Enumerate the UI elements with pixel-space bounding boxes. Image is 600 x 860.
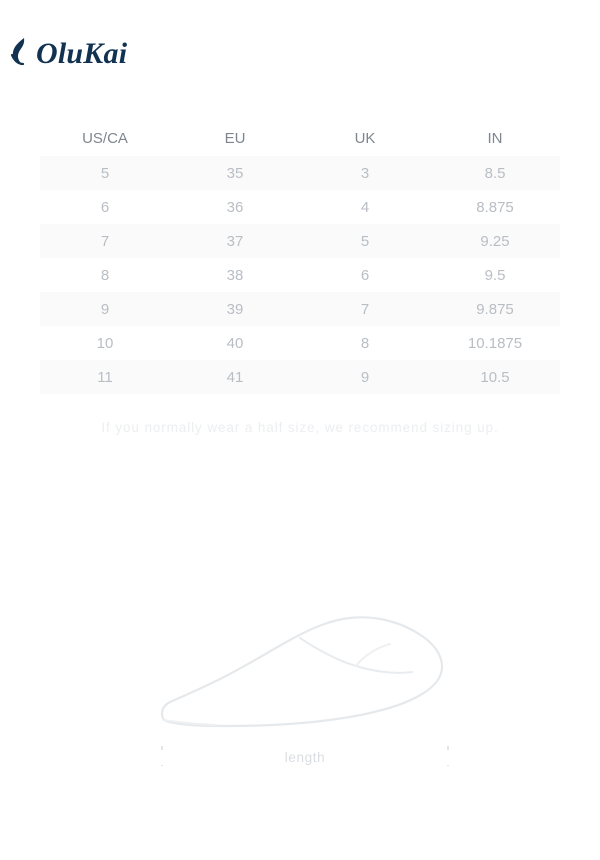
table-row	[40, 326, 560, 360]
column-header-uk: UK	[354, 129, 376, 147]
cell-eu: 35	[226, 164, 244, 182]
brand-logo	[10, 36, 127, 71]
cell-eu: 41	[226, 368, 244, 386]
table-row	[40, 292, 560, 326]
cell-in: 8.5	[484, 164, 506, 182]
cell-us-ca: 11	[97, 368, 113, 386]
cell-in: 10.5	[480, 368, 510, 386]
cell-eu: 39	[226, 300, 244, 318]
size-chart-head	[40, 120, 560, 156]
cell-uk: 5	[360, 232, 370, 250]
cell-in: 8.875	[476, 198, 514, 216]
olukai-wave-icon	[10, 36, 32, 71]
length-label	[150, 750, 460, 765]
cell-uk: 8	[360, 334, 370, 352]
cell-us-ca: 9	[100, 300, 110, 318]
cell-uk: 7	[360, 300, 370, 318]
cell-uk: 4	[360, 198, 370, 216]
cell-us-ca: 6	[100, 198, 110, 216]
cell-us-ca: 10	[96, 334, 114, 352]
sizing-note: If you normally wear a half size, we recommend sizing up.	[101, 420, 499, 435]
cell-uk: 3	[360, 164, 370, 182]
cell-eu: 40	[226, 334, 244, 352]
table-row	[40, 258, 560, 292]
column-header-eu: EU	[224, 129, 246, 147]
table-header-row	[40, 120, 560, 156]
column-header-in: IN	[487, 129, 503, 147]
cell-eu: 38	[226, 266, 244, 284]
foot-length-diagram	[150, 610, 460, 780]
cell-us-ca: 8	[100, 266, 110, 284]
brand-name: OluKai	[36, 36, 128, 70]
size-chart-table	[40, 120, 560, 394]
length-label-text: length	[275, 750, 335, 765]
cell-eu: 37	[226, 232, 244, 250]
column-header-us-ca: US/CA	[82, 129, 128, 147]
cell-eu: 36	[226, 198, 244, 216]
size-chart-body	[40, 156, 560, 394]
cell-uk: 9	[360, 368, 370, 386]
cell-uk: 6	[360, 266, 370, 284]
cell-us-ca: 5	[100, 164, 110, 182]
cell-in: 10.1875	[467, 334, 523, 352]
foot-outline-icon	[150, 610, 460, 750]
cell-in: 9.875	[476, 300, 514, 318]
table-row	[40, 360, 560, 394]
table-row	[40, 156, 560, 190]
cell-in: 9.25	[480, 232, 510, 250]
cell-in: 9.5	[484, 266, 506, 284]
table-row	[40, 224, 560, 258]
cell-us-ca: 7	[100, 232, 110, 250]
table-row	[40, 190, 560, 224]
